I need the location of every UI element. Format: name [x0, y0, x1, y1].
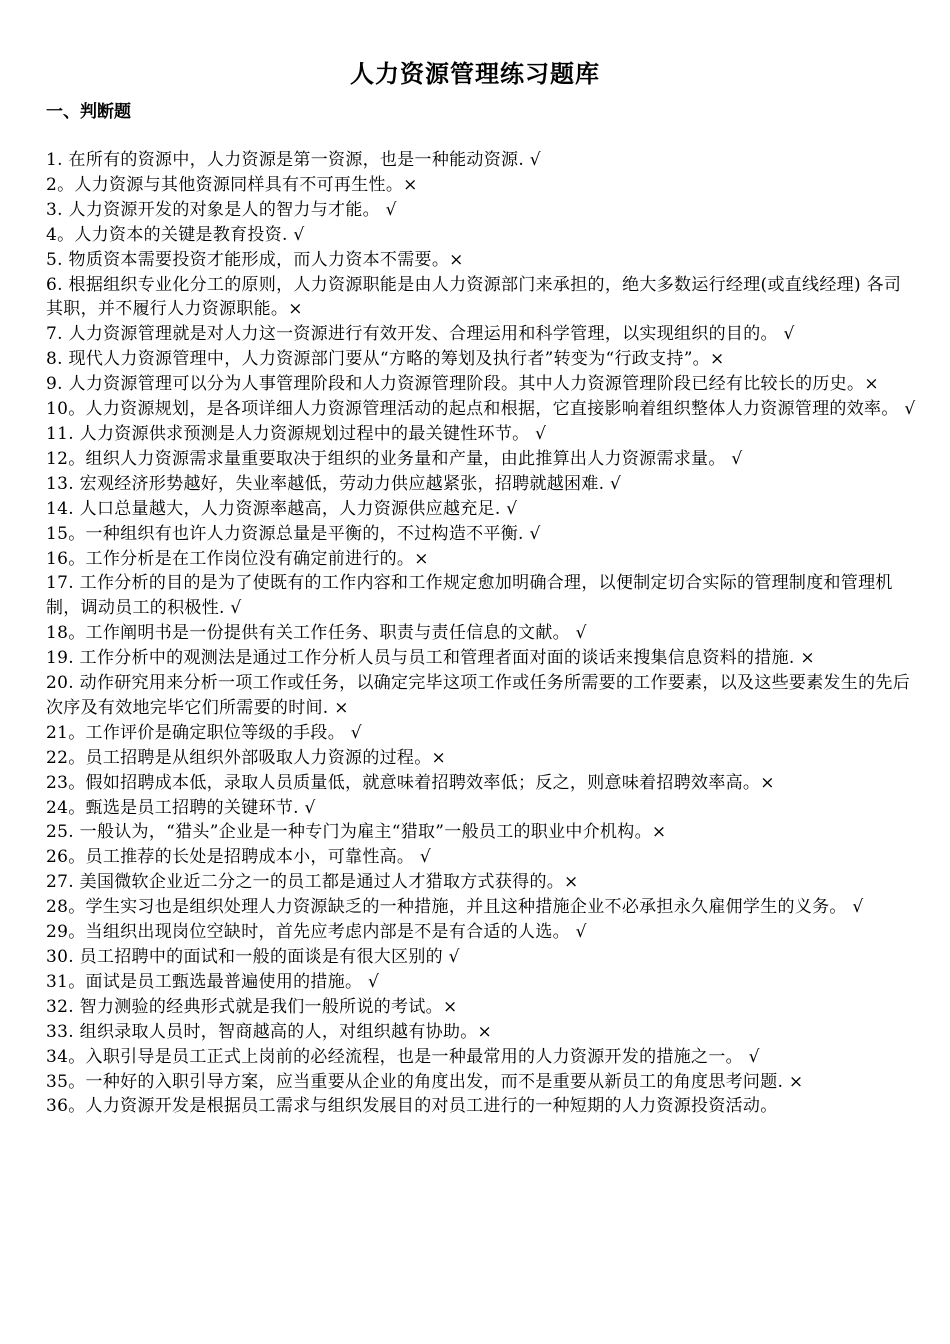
question-item: 30. 员工招聘中的面试和一般的面谈是有很大区别的 √: [46, 947, 460, 967]
question-item: 12。组织人力资源需求量重要取决于组织的业务量和产量，由此推算出人力资源需求量。 √: [46, 448, 743, 469]
question-item: 2。人力资源与其他资源同样具有不可再生性。×: [46, 174, 418, 195]
question-item: 8. 现代人力资源管理中，人力资源部门要从“方略的筹划及执行者”转变为“行政支持”。×: [46, 349, 725, 370]
question-item: 21。工作评价是确定职位等级的手段。 √: [46, 722, 362, 743]
question-item: 24。甄选是员工招聘的关键环节. √: [46, 797, 316, 818]
question-item: 19. 工作分析中的观测法是通过工作分析人员与员工和管理者面对面的谈话来搜集信息资料的措施. ×: [46, 648, 815, 669]
question-item: 5. 物质资本需要投资才能形成，而人力资本不需要。×: [46, 249, 464, 270]
question-item: 36。人力资源开发是根据员工需求与组织发展目的对员工进行的一种短期的人力资源投资活动。: [46, 1096, 778, 1117]
section-heading: 一、判断题: [46, 102, 131, 122]
page-title: 人力资源管理练习题库: [350, 60, 600, 88]
question-item: 32. 智力测验的经典形式就是我们一般所说的考试。×: [46, 996, 458, 1017]
question-item: 18。工作阐明书是一份提供有关工作任务、职责与责任信息的文献。 √: [46, 623, 587, 644]
question-item: 13. 宏观经济形势越好，失业率越低，劳动力供应越紧张，招聘就越困难. √: [46, 473, 622, 494]
question-item: 28。学生实习也是组织处理人力资源缺乏的一种措施，并且这种措施企业不必承担永久雇佣学生的义务。 √: [46, 897, 864, 918]
question-item: 10。人力资源规划，是各项详细人力资源管理活动的起点和根据，它直接影响着组织整体人力资源管理的效率。 √: [46, 399, 916, 420]
question-item: 23。假如招聘成本低，录取人员质量低，就意味着招聘效率低；反之，则意味着招聘效率高。×: [46, 772, 775, 793]
question-item: 15。一种组织有也许人力资源总量是平衡的，不过构造不平衡. √: [46, 523, 541, 544]
question-item: 22。员工招聘是从组织外部吸取人力资源的过程。×: [46, 747, 447, 768]
question-item: 29。当组织出现岗位空缺时，首先应考虑内部是不是有合适的人选。 √: [46, 922, 587, 943]
question-item: 11. 人力资源供求预测是人力资源规划过程中的最关键性环节。 √: [46, 423, 547, 444]
question-list: [46, 148, 916, 1119]
question-item: 34。入职引导是员工正式上岗前的必经流程，也是一种最常用的人力资源开发的措施之一。 √: [46, 1046, 760, 1067]
question-item: 17. 工作分析的目的是为了使既有的工作内容和工作规定愈加明确合理，以便制定切合实际的管理制度和管理机制，调动员工的积极性. √: [46, 573, 893, 619]
question-item: 27. 美国微软企业近二分之一的员工都是通过人才猎取方式获得的。×: [46, 872, 579, 893]
question-item: 9. 人力资源管理可以分为人事管理阶段和人力资源管理阶段。其中人力资源管理阶段已经有比较长的历史。×: [46, 374, 879, 395]
question-item: 20. 动作研究用来分析一项工作或任务，以确定完毕这项工作或任务所需要的工作要素，以及这些要素发生的先后次序及有效地完毕它们所需要的时间. ×: [46, 673, 911, 718]
question-item: 16。工作分析是在工作岗位没有确定前进行的。×: [46, 548, 429, 569]
question-item: 26。员工推荐的长处是招聘成本小，可靠性高。 √: [46, 847, 432, 868]
question-item: 1. 在所有的资源中，人力资源是第一资源，也是一种能动资源. √: [46, 150, 541, 170]
question-item: 6. 根据组织专业化分工的原则，人力资源职能是由人力资源部门来承担的，绝大多数运行经理(或直线经理) 各司其职，并不履行人力资源职能。×: [46, 274, 902, 320]
question-item: 25. 一般认为，“猎头”企业是一种专门为雇主“猎取”一般员工的职业中介机构。×: [46, 822, 667, 843]
question-item: 33. 组织录取人员时，智商越高的人，对组织越有协助。×: [46, 1021, 493, 1042]
question-item: 3. 人力资源开发的对象是人的智力与才能。 √: [46, 199, 397, 220]
question-item: 7. 人力资源管理就是对人力这一资源进行有效开发、合理运用和科学管理，以实现组织的目的。 √: [46, 324, 795, 345]
question-item: 4。人力资本的关键是教育投资. √: [46, 224, 305, 245]
question-item: 14. 人口总量越大，人力资源率越高，人力资源供应越充足. √: [46, 498, 518, 519]
question-item: 35。一种好的入职引导方案，应当重要从企业的角度出发，而不是重要从新员工的角度思考问题. ×: [46, 1071, 804, 1092]
question-item: 31。面试是员工甄选最普遍使用的措施。 √: [46, 971, 380, 992]
